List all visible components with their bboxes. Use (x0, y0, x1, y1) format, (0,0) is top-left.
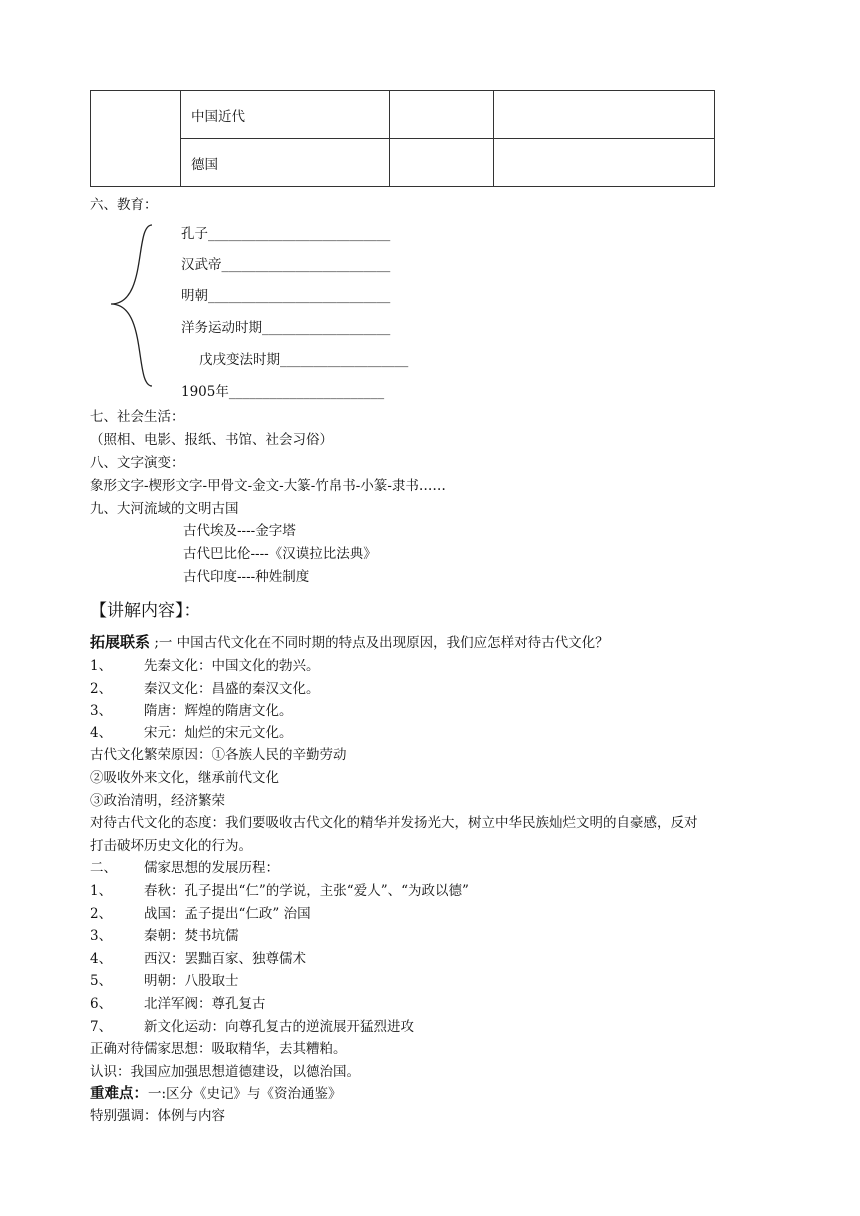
civilization-item: 古代巴比伦----《汉谟拉比法典》 (183, 546, 377, 562)
expand-line (90, 631, 609, 652)
list-number: 2、 (90, 681, 113, 697)
education-item: 明朝___________________________ (181, 288, 391, 304)
education-item: 汉武帝_________________________ (181, 257, 391, 273)
table-cell (390, 139, 494, 187)
list-number: 2、 (90, 906, 113, 922)
table-cell-label: 中国近代 (181, 91, 390, 139)
civilization-item: 古代埃及----金字塔 (183, 523, 296, 539)
list-number: 7、 (90, 1019, 113, 1035)
key-point-text: 一:区分《史记》与《资治通鉴》 (148, 1086, 342, 1102)
list-item (90, 699, 293, 719)
list-text: 春秋：孔子提出“仁”的学说，主张“爱人”、“为政以德” (144, 883, 469, 899)
reason-line: 古代文化繁荣原因：①各族人民的辛勤劳动 (90, 747, 347, 763)
list-text: 西汉：罢黜百家、独尊儒术 (144, 951, 306, 967)
table-cell (390, 91, 494, 139)
reason-line: ③政治清明，经济繁荣 (90, 793, 225, 809)
expand-text: ;一 中国古代文化在不同时期的特点及出现原因，我们应怎样对待古代文化？ (154, 635, 609, 651)
key-point-line (90, 1082, 342, 1103)
attitude-line: 对待古代文化的态度：我们要吸收古代文化的精华并发扬光大，树立中华民族灿烂文明的自豪感，反对 (90, 815, 698, 831)
list-text: 战国：孟子提出“仁政” 治国 (144, 906, 311, 922)
list-number: 4、 (90, 951, 113, 967)
list-text: 北洋军阀：尊孔复古 (144, 996, 266, 1012)
section-social-sub: （照相、电影、报纸、书馆、社会习俗） (90, 432, 333, 448)
list-number: 5、 (90, 973, 113, 989)
list-item (90, 677, 320, 697)
comparison-table (90, 90, 715, 187)
list-item (90, 879, 469, 899)
table-row (91, 91, 715, 139)
list-number: 3、 (90, 703, 113, 719)
list-number: 1、 (90, 883, 113, 899)
section-education-title: 六、教育： (90, 197, 158, 213)
key-point-label: 重难点： (90, 1086, 148, 1102)
list-text: 隋唐：辉煌的隋唐文化。 (144, 703, 293, 719)
list-item (90, 947, 306, 967)
table-cell-merged (91, 91, 181, 187)
curly-brace-icon (108, 222, 154, 390)
list-item (90, 924, 239, 944)
list-item (90, 654, 320, 674)
education-item: 戊戌变法时期___________________ (199, 352, 409, 368)
education-item: 孔子___________________________ (181, 226, 391, 242)
expand-label: 拓展联系 (90, 633, 151, 651)
list-item (90, 969, 239, 989)
table-row (91, 139, 715, 187)
list-item (90, 1015, 414, 1035)
list-item (90, 902, 311, 922)
civilization-item: 古代印度----种姓制度 (183, 569, 310, 585)
education-item: 1905年_______________________ (181, 384, 385, 400)
section-social-title: 七、社会生活： (90, 409, 185, 425)
list-text: 明朝：八股取士 (144, 973, 239, 989)
list-number: 4、 (90, 725, 113, 741)
list-number: 6、 (90, 996, 113, 1012)
recognize-line: 认识：我国应加强思想道德建设，以德治国。 (90, 1064, 360, 1080)
table-cell (494, 139, 715, 187)
section-civilization-title: 九、大河流域的文明古国 (90, 501, 239, 517)
section-writing-title: 八、文字演变： (90, 455, 185, 471)
list-text: 宋元：灿烂的宋元文化。 (144, 725, 293, 741)
list-number: 1、 (90, 658, 113, 674)
table-cell-label: 德国 (181, 139, 390, 187)
table-cell (494, 91, 715, 139)
list-text: 秦汉文化：昌盛的秦汉文化。 (144, 681, 320, 697)
reason-line: ②吸收外来文化，继承前代文化 (90, 770, 279, 786)
correct-line: 正确对待儒家思想：吸取精华，去其糟粕。 (90, 1041, 347, 1057)
confucian-title (90, 856, 279, 876)
list-text: 儒家思想的发展历程： (144, 860, 279, 876)
list-item (90, 992, 266, 1012)
list-text: 先秦文化：中国文化的勃兴。 (144, 658, 320, 674)
list-text: 秦朝：焚书坑儒 (144, 928, 239, 944)
emphasis-line: 特别强调：体例与内容 (90, 1108, 225, 1124)
lecture-heading: 【讲解内容】： (90, 601, 201, 621)
education-item: 洋务运动时期___________________ (181, 320, 391, 336)
section-writing-text: 象形文字-楔形文字-甲骨文-金文-大篆-竹帛书-小篆-隶书…… (90, 478, 446, 494)
list-item (90, 721, 293, 741)
list-number: 3、 (90, 928, 113, 944)
list-number: 二、 (90, 860, 117, 876)
attitude-line: 打击破坏历史文化的行为。 (90, 838, 252, 854)
list-text: 新文化运动：向尊孔复古的逆流展开猛烈进攻 (144, 1019, 414, 1035)
